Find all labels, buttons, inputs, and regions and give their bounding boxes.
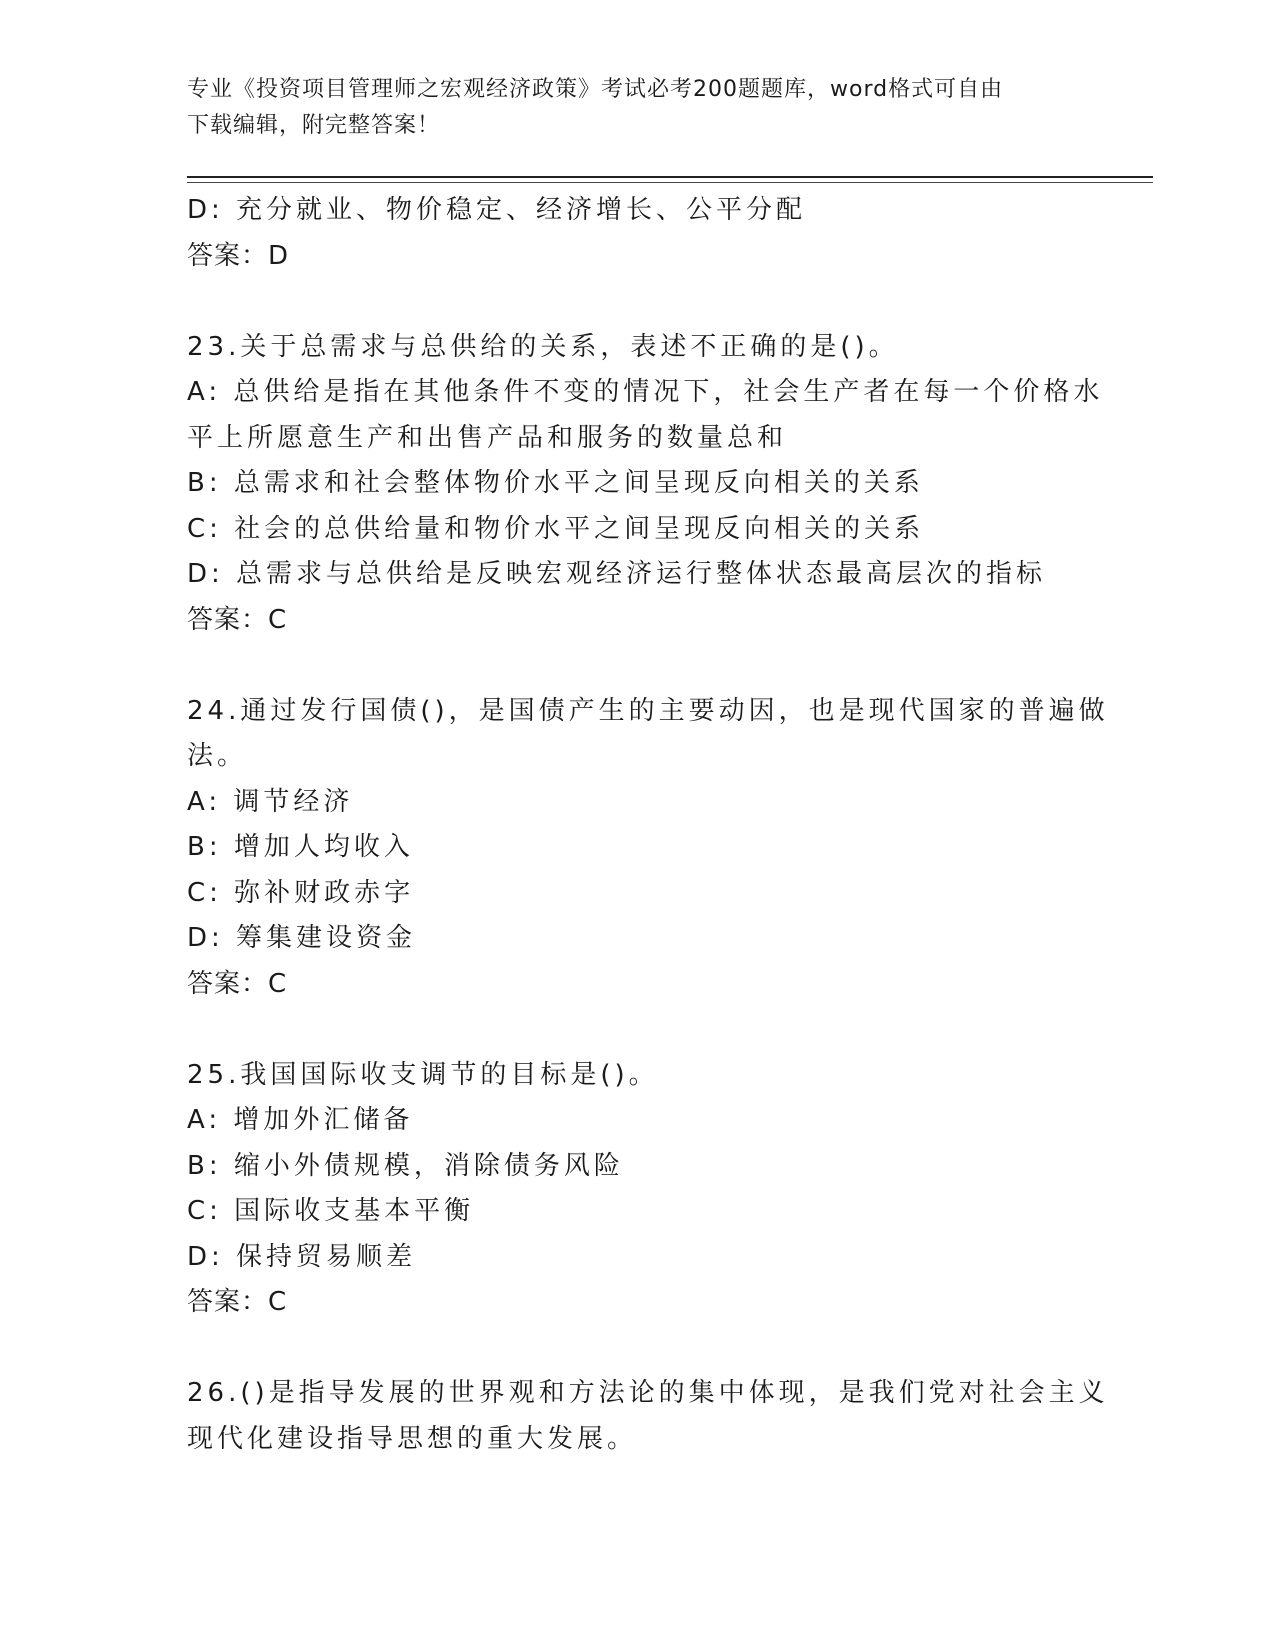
question-option: C: 国际收支基本平衡 bbox=[187, 1196, 475, 1226]
question-answer: 答案：C bbox=[187, 1287, 288, 1317]
header-line-1: 专业《投资项目管理师之宏观经济政策》考试必考200题题库，word格式可自由 bbox=[187, 77, 1004, 102]
question-block bbox=[187, 325, 1104, 689]
question-block bbox=[187, 1053, 1087, 1372]
question-list bbox=[187, 325, 1109, 1463]
question-stem: 24.通过发行国债()，是国债产生的主要动因，也是现代国家的普遍做 bbox=[187, 695, 1109, 726]
question-option: D: 筹集建设资金 bbox=[187, 923, 417, 953]
question-stem: 法。 bbox=[187, 741, 248, 771]
question-stem: 26.()是指导发展的世界观和方法论的集中体现，是我们党对社会主义 bbox=[187, 1378, 1109, 1408]
question-stem: 现代化建设指导思想的重大发展。 bbox=[187, 1423, 638, 1454]
header-divider-thin bbox=[187, 182, 1153, 183]
question-option: A: 调节经济 bbox=[187, 786, 354, 817]
spacer bbox=[187, 1326, 1087, 1372]
prev-option-d: D: 充分就业、物价稳定、经济增长、公平分配 bbox=[187, 195, 807, 225]
spacer bbox=[187, 643, 1087, 689]
question-option: A: 总供给是指在其他条件不变的情况下，社会生产者在每一个价格水 bbox=[187, 377, 1104, 407]
question-stem: 23.关于总需求与总供给的关系，表述不正确的是()。 bbox=[187, 331, 899, 362]
header-line-2: 下载编辑，附完整答案！ bbox=[187, 113, 441, 138]
question-option: C: 弥补财政赤字 bbox=[187, 877, 415, 908]
question-content bbox=[187, 188, 1109, 1462]
question-option: D: 保持贸易顺差 bbox=[187, 1241, 417, 1272]
question-answer: 答案：C bbox=[187, 968, 288, 999]
question-option: B: 缩小外债规模，消除债务风险 bbox=[187, 1150, 624, 1181]
question-option: B: 总需求和社会整体物价水平之间呈现反向相关的关系 bbox=[187, 468, 924, 498]
question-option: A: 增加外汇储备 bbox=[187, 1105, 414, 1135]
question-option: D: 总需求与总供给是反映宏观经济运行整体状态最高层次的指标 bbox=[187, 559, 1047, 589]
question-option: 平上所愿意生产和出售产品和服务的数量总和 bbox=[187, 422, 788, 453]
spacer bbox=[187, 1007, 1087, 1053]
prev-answer: 答案：D bbox=[187, 240, 290, 271]
question-block bbox=[187, 1371, 1109, 1462]
question-option: B: 增加人均收入 bbox=[187, 832, 414, 862]
question-option: C: 社会的总供给量和物价水平之间呈现反向相关的关系 bbox=[187, 513, 925, 544]
question-answer: 答案：C bbox=[187, 604, 288, 635]
document-header bbox=[187, 72, 1087, 144]
question-block bbox=[187, 689, 1109, 1053]
question-stem: 25.我国国际收支调节的目标是()。 bbox=[187, 1059, 659, 1090]
spacer bbox=[187, 279, 1087, 325]
header-divider-thick bbox=[187, 176, 1153, 178]
